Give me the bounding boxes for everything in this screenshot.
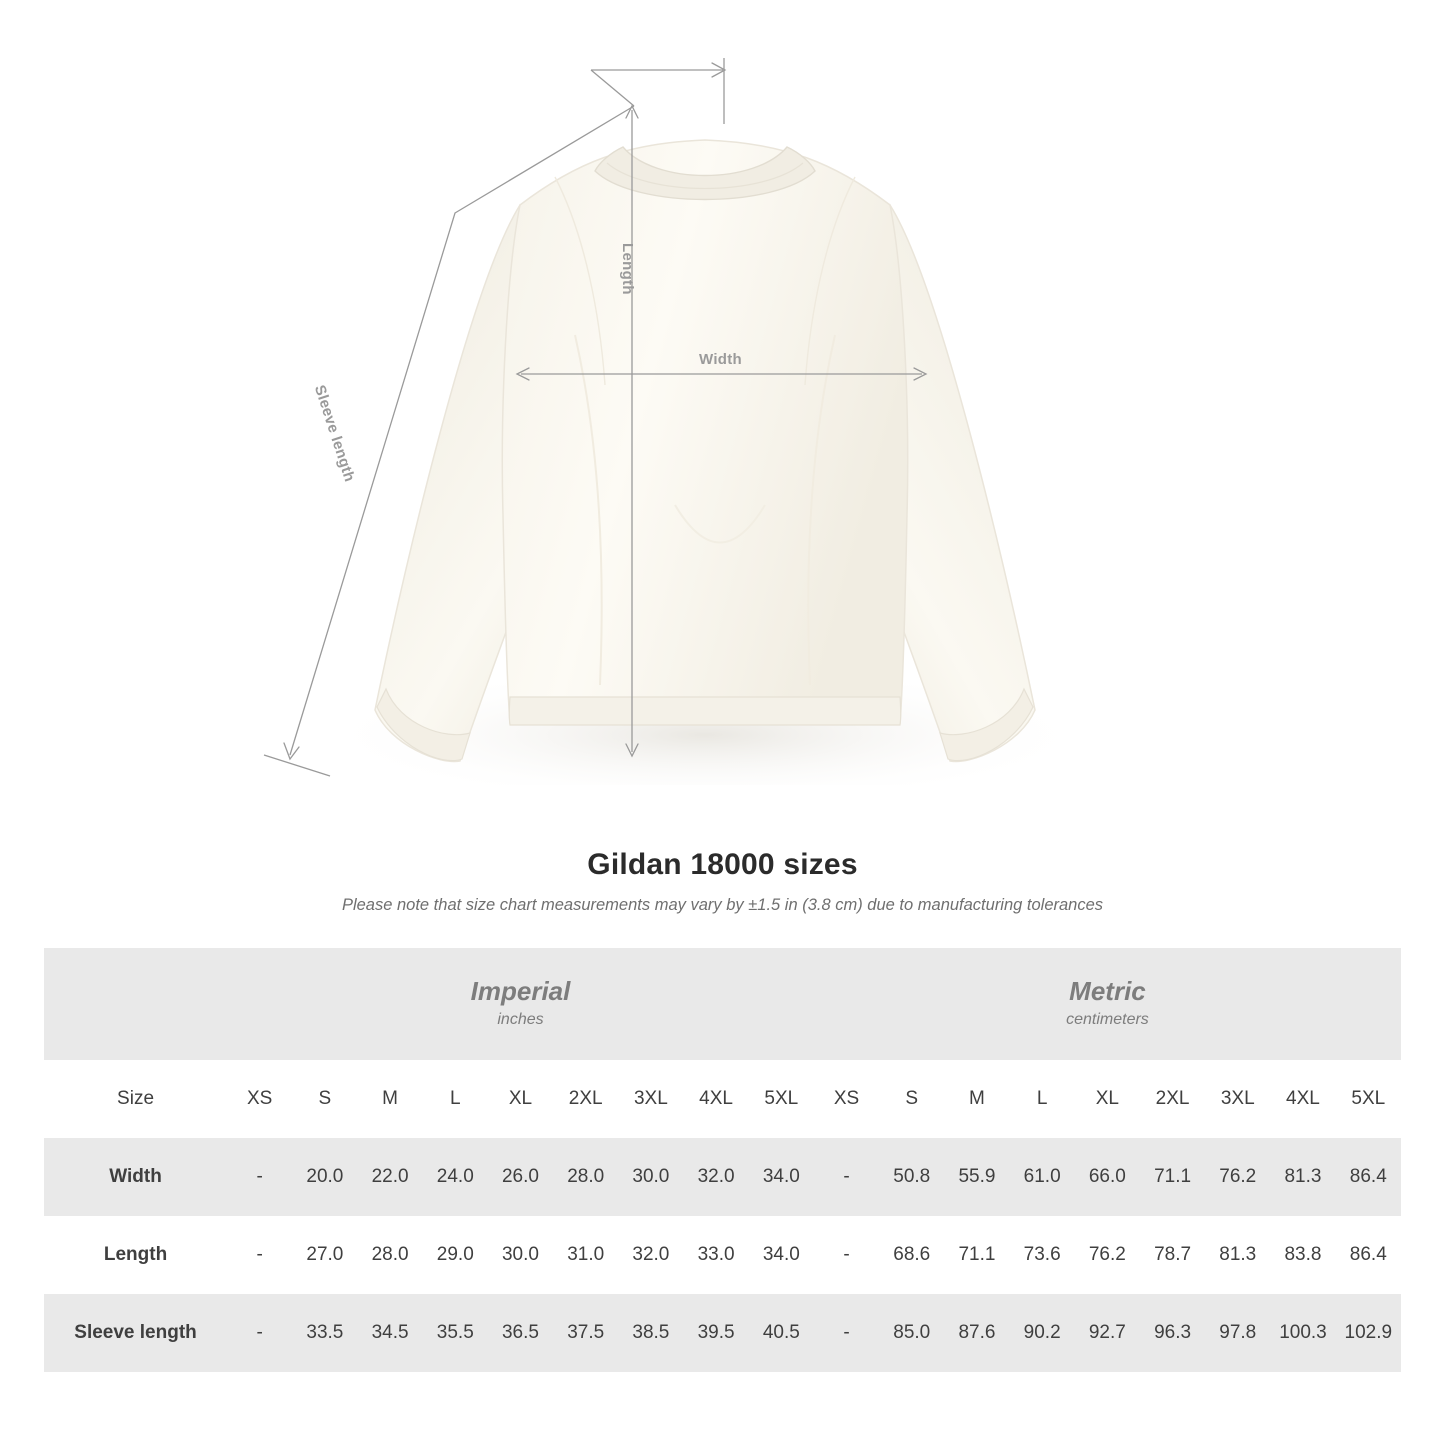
cell-sleeve-imperial-3xl: 38.5 — [618, 1294, 683, 1372]
row-label-length: Length — [44, 1216, 227, 1294]
cell-width-metric-4xl: 81.3 — [1270, 1138, 1335, 1216]
cell-sleeve-metric-2xl: 96.3 — [1140, 1294, 1205, 1372]
cell-width-imperial-3xl: 30.0 — [618, 1138, 683, 1216]
imperial-title: Imperial — [470, 975, 571, 1006]
cell-sleeve-metric-3xl: 97.8 — [1205, 1294, 1270, 1372]
sweatshirt-image — [255, 85, 1155, 785]
cell-sleeve-metric-l: 90.2 — [1010, 1294, 1075, 1372]
cell-length-metric-s: 68.6 — [879, 1216, 944, 1294]
header-metric-2xl: 2XL — [1140, 1060, 1205, 1138]
cell-width-metric-m: 55.9 — [944, 1138, 1009, 1216]
header-metric-5xl: 5XL — [1336, 1060, 1401, 1138]
header-imperial-3xl: 3XL — [618, 1060, 683, 1138]
cell-length-metric-3xl: 81.3 — [1205, 1216, 1270, 1294]
header-imperial-m: M — [357, 1060, 422, 1138]
header-imperial-l: L — [423, 1060, 488, 1138]
cell-width-metric-xl: 66.0 — [1075, 1138, 1140, 1216]
sweatshirt-svg — [255, 85, 1155, 785]
cell-width-imperial-l: 24.0 — [423, 1138, 488, 1216]
cell-length-metric-2xl: 78.7 — [1140, 1216, 1205, 1294]
header-metric-s: S — [879, 1060, 944, 1138]
cell-sleeve-metric-xs: - — [814, 1294, 879, 1372]
cell-width-imperial-5xl: 34.0 — [749, 1138, 814, 1216]
cell-width-imperial-m: 22.0 — [357, 1138, 422, 1216]
bottom-hem — [509, 697, 901, 725]
unit-header-row — [44, 948, 1401, 1060]
cell-sleeve-metric-4xl: 100.3 — [1270, 1294, 1335, 1372]
header-imperial-s: S — [292, 1060, 357, 1138]
cell-length-metric-xl: 76.2 — [1075, 1216, 1140, 1294]
cell-length-imperial-4xl: 33.0 — [683, 1216, 748, 1294]
cell-width-metric-s: 50.8 — [879, 1138, 944, 1216]
page-title: Gildan 18000 sizes — [587, 848, 858, 881]
cell-sleeve-imperial-4xl: 39.5 — [683, 1294, 748, 1372]
cell-sleeve-imperial-xl: 36.5 — [488, 1294, 553, 1372]
header-imperial-xl: XL — [488, 1060, 553, 1138]
header-metric-m: M — [944, 1060, 1009, 1138]
header-imperial-4xl: 4XL — [683, 1060, 748, 1138]
cell-width-imperial-4xl: 32.0 — [683, 1138, 748, 1216]
length-label: Length — [619, 243, 636, 295]
cell-sleeve-imperial-l: 35.5 — [423, 1294, 488, 1372]
header-metric-3xl: 3XL — [1205, 1060, 1270, 1138]
cell-sleeve-metric-m: 87.6 — [944, 1294, 1009, 1372]
metric-subtitle: centimeters — [1066, 1011, 1149, 1029]
header-imperial-5xl: 5XL — [749, 1060, 814, 1138]
cell-width-metric-3xl: 76.2 — [1205, 1138, 1270, 1216]
cell-width-metric-l: 61.0 — [1010, 1138, 1075, 1216]
imperial-subtitle: inches — [497, 1011, 544, 1029]
cell-sleeve-imperial-s: 33.5 — [292, 1294, 357, 1372]
header-size: Size — [44, 1060, 227, 1138]
cell-sleeve-metric-s: 85.0 — [879, 1294, 944, 1372]
cell-width-imperial-xl: 26.0 — [488, 1138, 553, 1216]
header-imperial-2xl: 2XL — [553, 1060, 618, 1138]
size-table-wrap — [44, 948, 1401, 1372]
cell-sleeve-metric-5xl: 102.9 — [1336, 1294, 1401, 1372]
row-label-sleeve-length: Sleeve length — [44, 1294, 227, 1372]
cell-width-imperial-s: 20.0 — [292, 1138, 357, 1216]
width-label: Width — [699, 351, 743, 368]
cell-sleeve-imperial-xs: - — [227, 1294, 292, 1372]
header-metric-4xl: 4XL — [1270, 1060, 1335, 1138]
cell-width-metric-5xl: 86.4 — [1336, 1138, 1401, 1216]
cell-width-metric-2xl: 71.1 — [1140, 1138, 1205, 1216]
cell-sleeve-imperial-m: 34.5 — [357, 1294, 422, 1372]
title-block — [0, 848, 1445, 915]
cell-width-metric-xs: - — [814, 1138, 879, 1216]
header-imperial-xs: XS — [227, 1060, 292, 1138]
header-metric-xl: XL — [1075, 1060, 1140, 1138]
cell-length-imperial-l: 29.0 — [423, 1216, 488, 1294]
tolerance-note: Please note that size chart measurements may vary by ±1.5 in (3.8 cm) due to manufacturing tolerances — [341, 896, 1104, 914]
sweatshirt-body — [502, 140, 907, 723]
cell-length-metric-l: 73.6 — [1010, 1216, 1075, 1294]
header-metric-xs: XS — [814, 1060, 879, 1138]
cell-width-imperial-2xl: 28.0 — [553, 1138, 618, 1216]
cell-length-imperial-xs: - — [227, 1216, 292, 1294]
column-header-row — [44, 1060, 1401, 1138]
sleeve-length-label: Sleeve length — [310, 383, 359, 484]
row-label-width: Width — [44, 1138, 227, 1216]
metric-title: Metric — [1069, 975, 1146, 1006]
unit-header-blank — [44, 948, 227, 1060]
table-row — [44, 1294, 1401, 1372]
cell-length-metric-5xl: 86.4 — [1336, 1216, 1401, 1294]
table-row — [44, 1216, 1401, 1294]
metric-header — [814, 948, 1401, 1060]
cell-sleeve-imperial-2xl: 37.5 — [553, 1294, 618, 1372]
cell-length-metric-xs: - — [814, 1216, 879, 1294]
table-row — [44, 1138, 1401, 1216]
cell-length-imperial-3xl: 32.0 — [618, 1216, 683, 1294]
cell-width-imperial-xs: - — [227, 1138, 292, 1216]
cell-length-imperial-xl: 30.0 — [488, 1216, 553, 1294]
imperial-header — [227, 948, 814, 1060]
cell-sleeve-metric-xl: 92.7 — [1075, 1294, 1140, 1372]
cell-length-metric-4xl: 83.8 — [1270, 1216, 1335, 1294]
cell-length-metric-m: 71.1 — [944, 1216, 1009, 1294]
cell-sleeve-imperial-5xl: 40.5 — [749, 1294, 814, 1372]
header-metric-l: L — [1010, 1060, 1075, 1138]
cell-length-imperial-m: 28.0 — [357, 1216, 422, 1294]
cell-length-imperial-2xl: 31.0 — [553, 1216, 618, 1294]
cell-length-imperial-5xl: 34.0 — [749, 1216, 814, 1294]
cell-length-imperial-s: 27.0 — [292, 1216, 357, 1294]
size-table — [44, 948, 1401, 1372]
